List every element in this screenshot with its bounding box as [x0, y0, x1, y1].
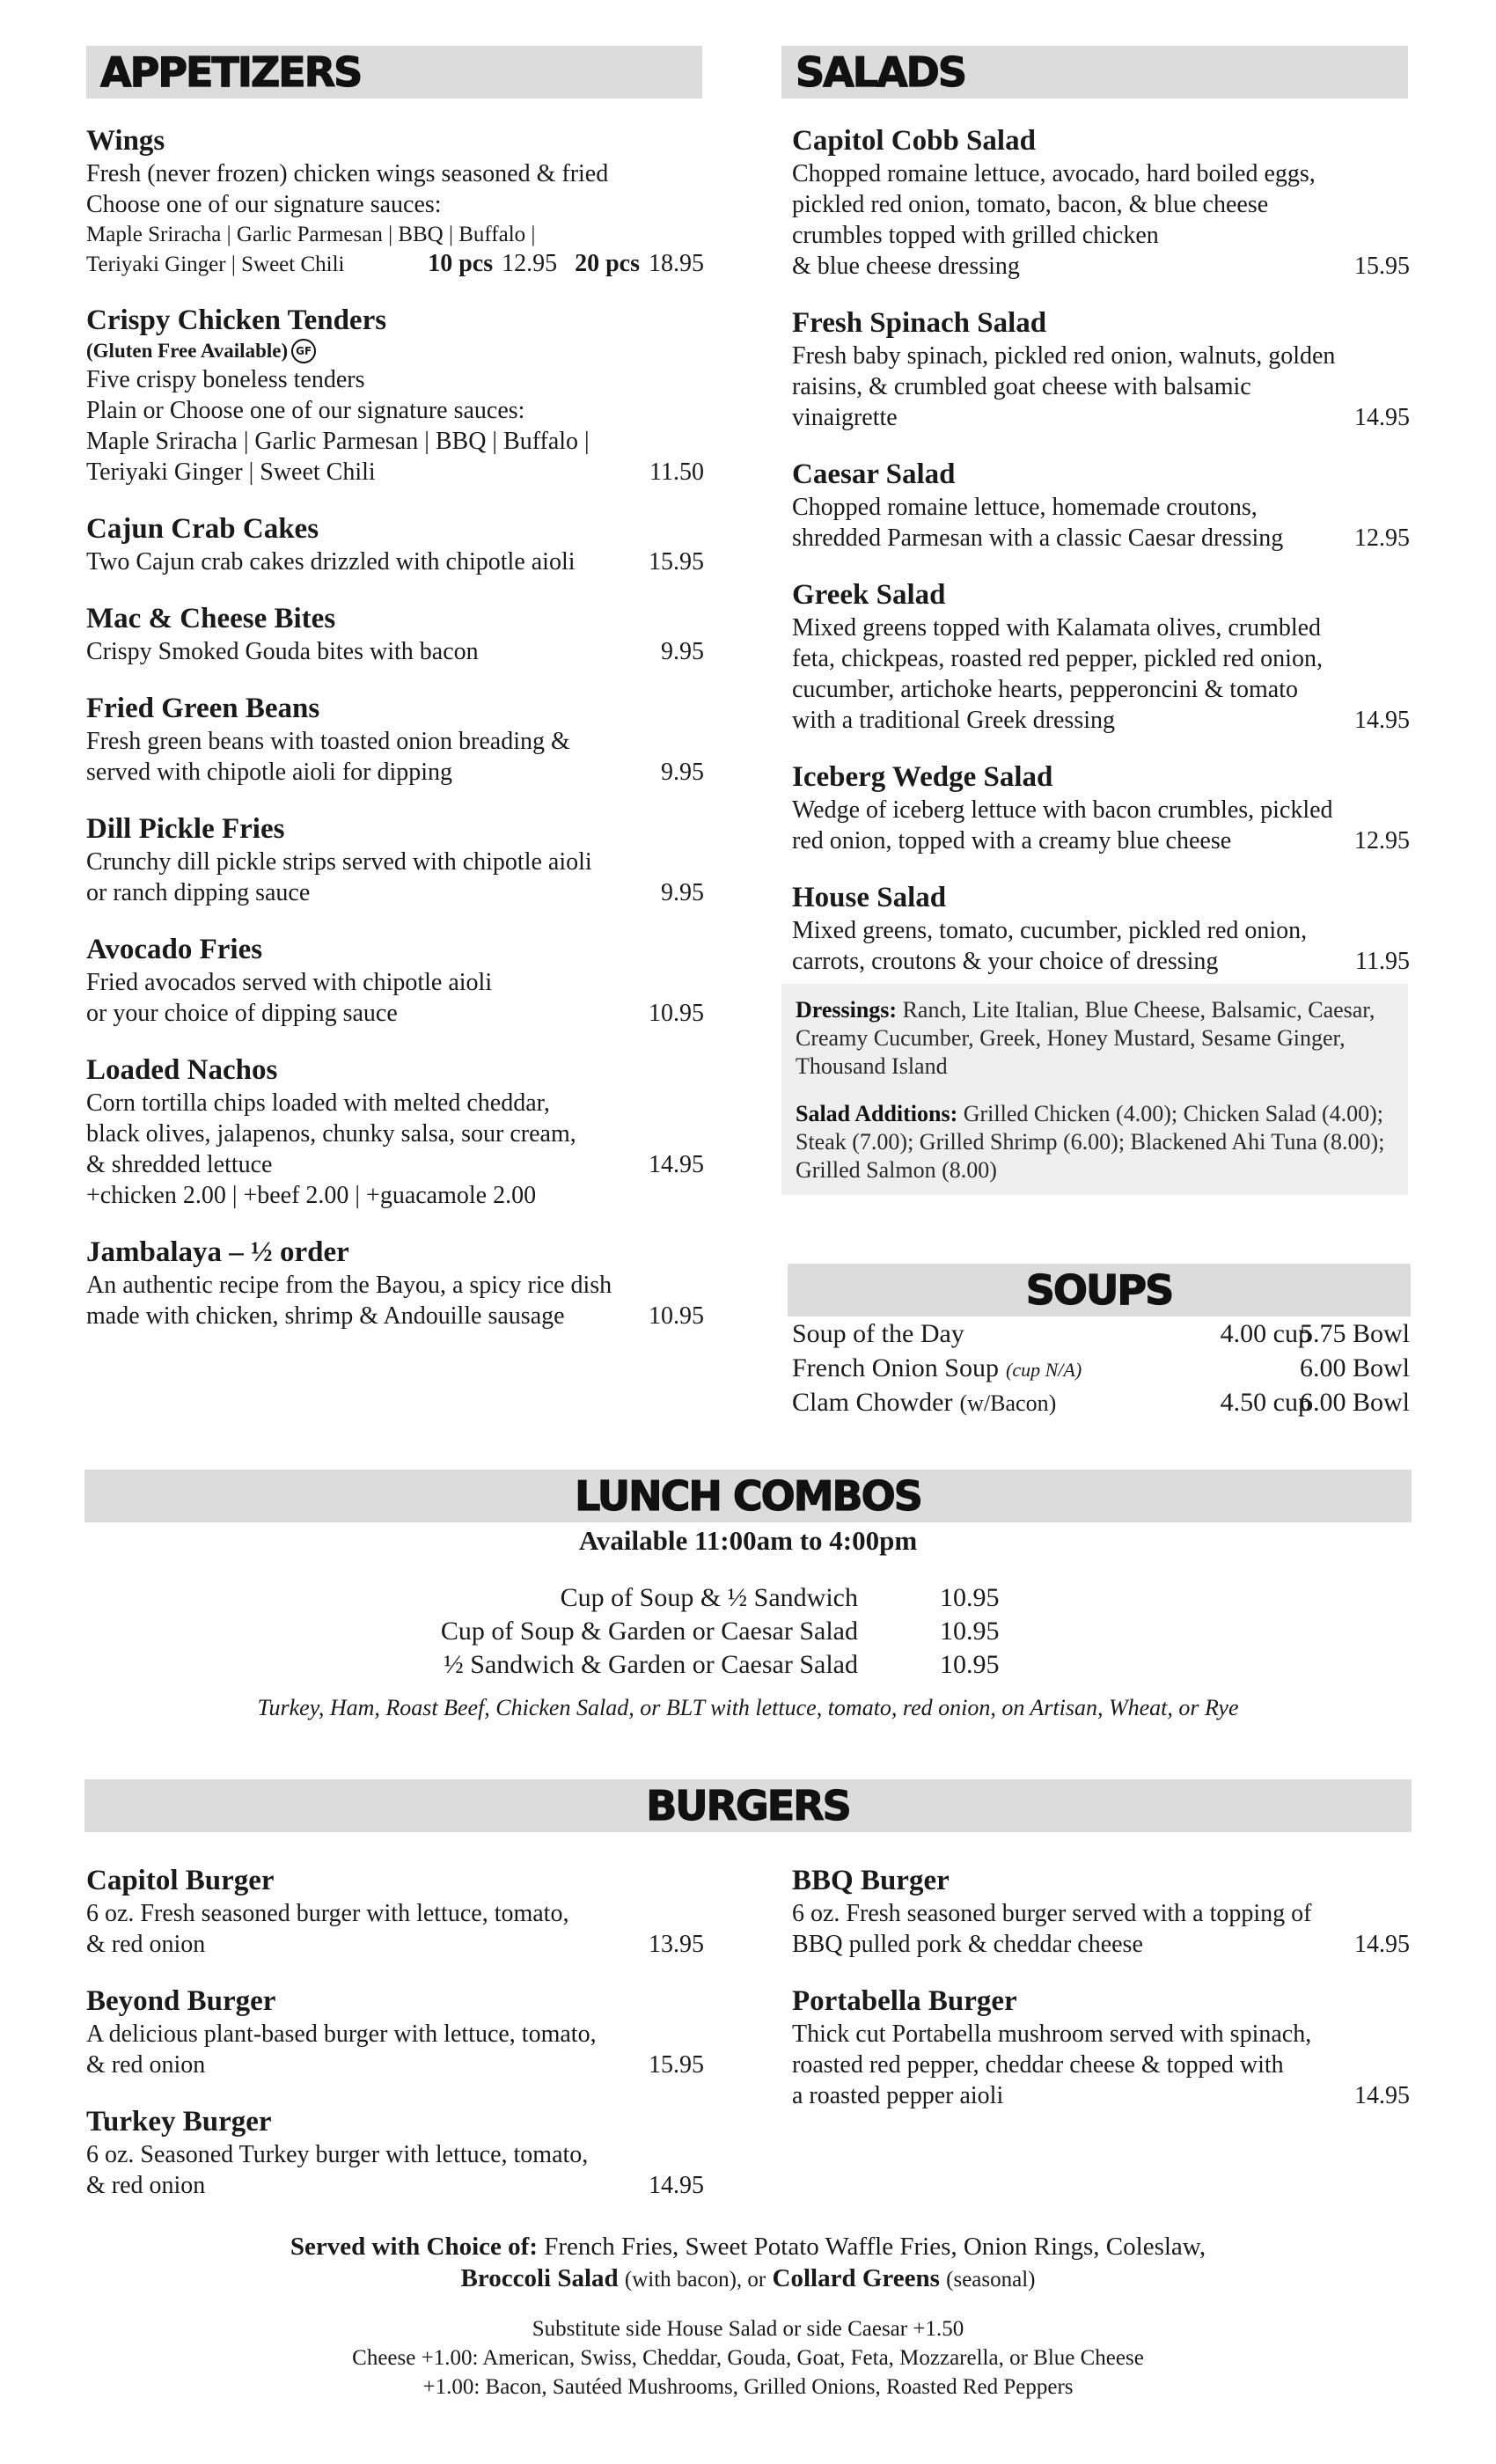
salads-title: SALADS [796, 48, 965, 96]
item-name: Capitol Cobb Salad [792, 125, 1036, 157]
item-description: Crispy Smoked Gouda bites with bacon [86, 638, 479, 665]
item-name: Turkey Burger [86, 2106, 272, 2138]
combo-name: Cup of Soup & Garden or Caesar Salad [440, 1617, 858, 1646]
item-description-line [792, 1929, 1410, 1960]
item-description: Fried avocados served with chipotle aioli [86, 969, 493, 996]
item-description-line [792, 705, 1410, 736]
soup-cup-price: 4.50 cup [1220, 1388, 1311, 1417]
item-description: & shredded lettuce [86, 1151, 273, 1178]
item-description: Chopped romaine lettuce, avocado, hard boiled eggs, [792, 160, 1316, 187]
burgers-left-column [86, 1863, 704, 2225]
wings-10pc-price: 12.95 [502, 250, 558, 277]
item-price: 14.95 [1354, 2082, 1410, 2109]
burger-substitutions [0, 2314, 1496, 2402]
combo-name: Cup of Soup & ½ Sandwich [560, 1583, 858, 1612]
menu-item [86, 601, 704, 667]
lunch-combos-list [0, 1580, 1496, 1681]
salad-extras-box [781, 984, 1408, 1195]
soup-note: (w/Bacon) [959, 1390, 1057, 1416]
item-description: Maple Sriracha | Garlic Parmesan | BBQ | Buffalo | [86, 428, 590, 455]
item-description-line [86, 457, 704, 488]
menu-item [792, 577, 1410, 736]
item-description: Mixed greens topped with Kalamata olives, crumbled [792, 614, 1322, 642]
lunch-combos-subtitle: Available 11:00am to 4:00pm [578, 1525, 918, 1556]
sauce-options-2: Teriyaki Ginger | Sweet Chili [86, 253, 345, 276]
lunch-combos-banner [84, 1470, 1412, 1522]
item-description-line [86, 1898, 704, 1929]
item-price: 9.95 [661, 759, 704, 786]
item-description-line [792, 492, 1410, 523]
item-description-line [792, 643, 1410, 674]
item-description-line [86, 2139, 704, 2170]
item-price: 10.95 [649, 1302, 704, 1330]
item-description: black olives, jalapenos, chunky salsa, sour cream, [86, 1120, 576, 1148]
item-description: Fresh baby spinach, pickled red onion, walnuts, golden [792, 342, 1336, 370]
item-description: feta, chickpeas, roasted red pepper, pickled red onion, [792, 645, 1323, 672]
side-broccoli-note: (with bacon), or [624, 2268, 766, 2292]
item-price: 15.95 [649, 548, 704, 576]
item-description-line [792, 189, 1410, 220]
salads-column [792, 123, 1410, 1001]
item-description: crumbles topped with grilled chicken [792, 222, 1159, 249]
item-description-line [792, 402, 1410, 433]
menu-item [792, 123, 1410, 282]
item-description-line [792, 220, 1410, 251]
item-name: Beyond Burger [86, 1985, 276, 2017]
item-price: 12.95 [1354, 827, 1410, 854]
menu-item [86, 811, 704, 908]
combo-price: 10.95 [940, 1583, 1000, 1612]
item-description: roasted red pepper, cheddar cheese & topped with [792, 2051, 1284, 2079]
item-description: Plain or Choose one of our signature sauces: [86, 397, 525, 424]
dressings-info [796, 996, 1394, 1081]
item-description: carrots, croutons & your choice of dressing [792, 948, 1219, 975]
substitution-line-1: Substitute side House Salad or side Caesar +1.50 [532, 2317, 964, 2341]
item-name: BBQ Burger [792, 1865, 950, 1896]
item-description-line [86, 1180, 704, 1211]
salad-additions-info [796, 1100, 1394, 1184]
item-description-line [86, 1118, 704, 1149]
item-description-line [86, 2050, 704, 2080]
soup-name-text: Clam Chowder [792, 1388, 953, 1417]
item-description-line [792, 158, 1410, 189]
item-description: Corn tortilla chips loaded with melted cheddar, [86, 1089, 550, 1117]
salad-additions-label: Salad Additions: [796, 1101, 958, 1126]
item-price: 14.95 [649, 1151, 704, 1178]
soup-name [792, 1385, 1056, 1420]
burger-sides [0, 2231, 1496, 2296]
item-price: 10.95 [649, 1000, 704, 1027]
burgers-right-column [792, 1863, 1410, 2135]
substitution-line-3: +1.00: Bacon, Sautéed Mushrooms, Grilled Onions, Roasted Red Peppers [422, 2375, 1074, 2399]
item-description: made with chicken, shrimp & Andouille sausage [86, 1302, 565, 1330]
sides-label: Served with Choice of: [290, 2233, 538, 2261]
salads-banner [781, 46, 1408, 99]
item-description: +chicken 2.00 | +beef 2.00 | +guacamole 2.00 [86, 1182, 537, 1209]
item-price: 14.95 [1354, 1931, 1410, 1958]
item-description-line [792, 612, 1410, 643]
item-price: 14.95 [649, 2172, 704, 2199]
item-description: red onion, topped with a creamy blue cheese [792, 827, 1232, 854]
item-price: 15.95 [1354, 253, 1410, 280]
item-price: 14.95 [1354, 707, 1410, 734]
combo-row [0, 1614, 1496, 1647]
item-description: 6 oz. Fresh seasoned burger with lettuce, tomato, [86, 1900, 569, 1927]
item-description-line [86, 726, 704, 757]
dressings-text: Ranch, Lite Italian, Blue Cheese, Balsamic, Caesar, Creamy Cucumber, Greek, Honey Mustard, Sesame Ginger, Thousand Island [796, 997, 1375, 1079]
menu-item [86, 123, 704, 279]
wings-10pc-label: 10 pcs [428, 250, 494, 277]
lunch-combos-title: LUNCH COMBOS [575, 1472, 921, 1520]
item-description-line [792, 523, 1410, 554]
item-description-line [792, 674, 1410, 705]
item-description: raisins, & crumbled goat cheese with balsamic [792, 373, 1251, 400]
soup-row [792, 1385, 1410, 1419]
soup-row [792, 1316, 1410, 1351]
item-price: 9.95 [661, 879, 704, 906]
item-price: 9.95 [661, 638, 704, 665]
menu-item [792, 305, 1410, 433]
item-name: Wings [86, 125, 165, 157]
item-description-line [86, 1270, 704, 1301]
item-description: Fresh (never frozen) chicken wings seasoned & fried [86, 160, 609, 187]
item-description: An authentic recipe from the Bayou, a spicy rice dish [86, 1272, 612, 1299]
item-description-line [86, 847, 704, 877]
combo-row [0, 1647, 1496, 1681]
item-description: & blue cheese dressing [792, 253, 1020, 280]
item-description: 6 oz. Seasoned Turkey burger with lettuce, tomato, [86, 2141, 589, 2168]
menu-item [86, 932, 704, 1029]
soup-name [792, 1316, 964, 1351]
soup-row [792, 1351, 1410, 1385]
sides-list-1: French Fries, Sweet Potato Waffle Fries, Onion Rings, Coleslaw, [544, 2233, 1206, 2261]
side-broccoli-salad: Broccoli Salad [460, 2264, 619, 2292]
burgers-banner [84, 1779, 1412, 1832]
item-description: Teriyaki Ginger | Sweet Chili [86, 458, 376, 486]
menu-item [792, 1984, 1410, 2111]
gluten-free-text: (Gluten Free Available) [86, 340, 289, 362]
item-description-line [86, 757, 704, 788]
menu-item [86, 691, 704, 788]
item-name: Crispy Chicken Tenders [86, 304, 387, 336]
side-collard-note: (seasonal) [946, 2268, 1036, 2292]
item-description-line [792, 1898, 1410, 1929]
soup-name-text: Soup of the Day [792, 1319, 964, 1348]
item-description-line [86, 1301, 704, 1331]
soup-cup-price: 4.00 cup [1220, 1319, 1311, 1348]
item-name: Capitol Burger [86, 1865, 275, 1896]
item-description: served with chipotle aioli for dipping [86, 759, 453, 786]
item-name: Fried Green Beans [86, 693, 320, 724]
wings-20pc-price: 18.95 [649, 250, 704, 277]
item-price: 13.95 [649, 1931, 704, 1958]
gluten-free-icon: GF [291, 339, 316, 363]
dressings-label: Dressings: [796, 997, 898, 1023]
item-name: Portabella Burger [792, 1985, 1017, 2017]
appetizers-column [86, 123, 704, 1355]
item-description: BBQ pulled pork & cheddar cheese [792, 1931, 1143, 1958]
item-price: 11.95 [1355, 948, 1410, 975]
item-name: Greek Salad [792, 579, 946, 611]
burgers-title: BURGERS [646, 1782, 850, 1830]
item-description-line [792, 341, 1410, 371]
menu-item [86, 1984, 704, 2080]
item-description-line [792, 371, 1410, 402]
item-description: cucumber, artichoke hearts, pepperoncini & tomato [792, 676, 1298, 703]
item-name: Loaded Nachos [86, 1054, 278, 1086]
item-description: shredded Parmesan with a classic Caesar dressing [792, 524, 1284, 552]
menu-item [86, 2104, 704, 2201]
soup-note: (cup N/A) [1006, 1359, 1082, 1381]
appetizers-title: APPETIZERS [100, 48, 362, 96]
item-name: Caesar Salad [792, 458, 956, 490]
soup-name [792, 1351, 1082, 1387]
item-price: 11.50 [649, 458, 704, 486]
item-description: vinaigrette [792, 404, 898, 431]
item-description: Five crispy boneless tenders [86, 366, 365, 393]
item-description-line [792, 795, 1410, 825]
item-description-line [86, 967, 704, 998]
item-description-line [792, 2019, 1410, 2050]
item-description-line [792, 251, 1410, 282]
item-description: Choose one of our signature sauces: [86, 191, 442, 218]
item-description: a roasted pepper aioli [792, 2082, 1004, 2109]
item-name: Fresh Spinach Salad [792, 307, 1047, 339]
item-description: A delicious plant-based burger with lettuce, tomato, [86, 2020, 597, 2048]
item-description: & red onion [86, 2051, 206, 2079]
menu-item [86, 303, 704, 488]
item-description: pickled red onion, tomato, bacon, & blue cheese [792, 191, 1269, 218]
combo-name: ½ Sandwich & Garden or Caesar Salad [444, 1650, 858, 1679]
item-description-line [792, 825, 1410, 856]
item-description-line [86, 364, 704, 395]
item-description: Chopped romaine lettuce, homemade croutons, [792, 494, 1258, 521]
item-description: Two Cajun crab cakes drizzled with chipotle aioli [86, 548, 576, 576]
menu-item [792, 880, 1410, 977]
appetizers-banner [86, 46, 702, 99]
soups-banner [788, 1264, 1411, 1316]
item-price: 14.95 [1354, 404, 1410, 431]
sauce-options: Maple Sriracha | Garlic Parmesan | BBQ | Buffalo | [86, 223, 536, 246]
item-name: Dill Pickle Fries [86, 813, 285, 845]
combo-price: 10.95 [940, 1617, 1000, 1646]
soups-list [792, 1316, 1410, 1419]
gluten-free-note [86, 338, 704, 364]
item-description-line [86, 1929, 704, 1960]
menu-item [792, 759, 1410, 856]
item-description-line [86, 636, 704, 667]
soups-title: SOUPS [1025, 1266, 1173, 1314]
item-description-line [86, 395, 704, 426]
lunch-combos-note: Turkey, Ham, Roast Beef, Chicken Salad, or BLT with lettuce, tomato, red onion, on Artisan, Wheat, or Rye [257, 1695, 1239, 1720]
item-description-line [792, 2050, 1410, 2080]
item-description-line [792, 915, 1410, 946]
menu-item [86, 511, 704, 577]
menu-item [86, 1052, 704, 1211]
item-description: 6 oz. Fresh seasoned burger served with a topping of [792, 1900, 1312, 1927]
menu-item [792, 457, 1410, 554]
combo-row [0, 1580, 1496, 1614]
item-description-line [86, 1088, 704, 1118]
item-description-line [86, 1149, 704, 1180]
item-description-line [86, 877, 704, 908]
soup-bowl-price: 6.00 Bowl [1299, 1353, 1410, 1382]
soup-bowl-price: 6.00 Bowl [1299, 1388, 1410, 1417]
item-description-line [792, 2080, 1410, 2111]
item-description: & red onion [86, 1931, 206, 1958]
item-name: House Salad [792, 882, 947, 913]
item-name: Avocado Fries [86, 934, 263, 965]
item-description: Crunchy dill pickle strips served with chipotle aioli [86, 848, 592, 876]
item-description: Wedge of iceberg lettuce with bacon crumbles, pickled [792, 796, 1333, 824]
item-description: with a traditional Greek dressing [792, 707, 1116, 734]
item-description-line [86, 189, 704, 220]
item-price: 12.95 [1354, 524, 1410, 552]
item-description-line [86, 2170, 704, 2201]
item-description-line [792, 946, 1410, 977]
salad-additions-text: Grilled Chicken (4.00); Chicken Salad (4.00); Steak (7.00); Grilled Shrimp (6.00); Blackened Ahi Tuna (8.00); Grilled Salmon (8.00) [796, 1101, 1385, 1183]
soup-name-text: French Onion Soup [792, 1353, 999, 1382]
item-description: Thick cut Portabella mushroom served with spinach, [792, 2020, 1312, 2048]
side-collard-greens: Collard Greens [772, 2264, 940, 2292]
item-name: Jambalaya – ½ order [86, 1236, 349, 1268]
item-description: Fresh green beans with toasted onion breading & [86, 728, 570, 755]
wings-pricing-row [86, 249, 704, 279]
menu-item [86, 1235, 704, 1331]
item-price: 15.95 [649, 2051, 704, 2079]
item-name: Iceberg Wedge Salad [792, 761, 1053, 793]
item-description-line [86, 998, 704, 1029]
soup-bowl-price: 5.75 Bowl [1299, 1319, 1410, 1348]
item-name: Mac & Cheese Bites [86, 603, 336, 634]
item-description: & red onion [86, 2172, 206, 2199]
item-name: Cajun Crab Cakes [86, 513, 319, 545]
wings-prices [428, 249, 704, 278]
combo-price: 10.95 [940, 1650, 1000, 1679]
substitution-line-2: Cheese +1.00: American, Swiss, Cheddar, Gouda, Goat, Feta, Mozzarella, or Blue Cheese [352, 2346, 1144, 2370]
item-description-line [86, 546, 704, 577]
wings-20pc-label: 20 pcs [575, 250, 640, 277]
menu-item [792, 1863, 1410, 1960]
item-description-line [86, 426, 704, 457]
item-description-line [86, 158, 704, 189]
menu-item [86, 1863, 704, 1960]
item-description-line [86, 2019, 704, 2050]
item-description: or ranch dipping sauce [86, 879, 311, 906]
item-description: or your choice of dipping sauce [86, 1000, 398, 1027]
item-description: Mixed greens, tomato, cucumber, pickled red onion, [792, 917, 1308, 944]
